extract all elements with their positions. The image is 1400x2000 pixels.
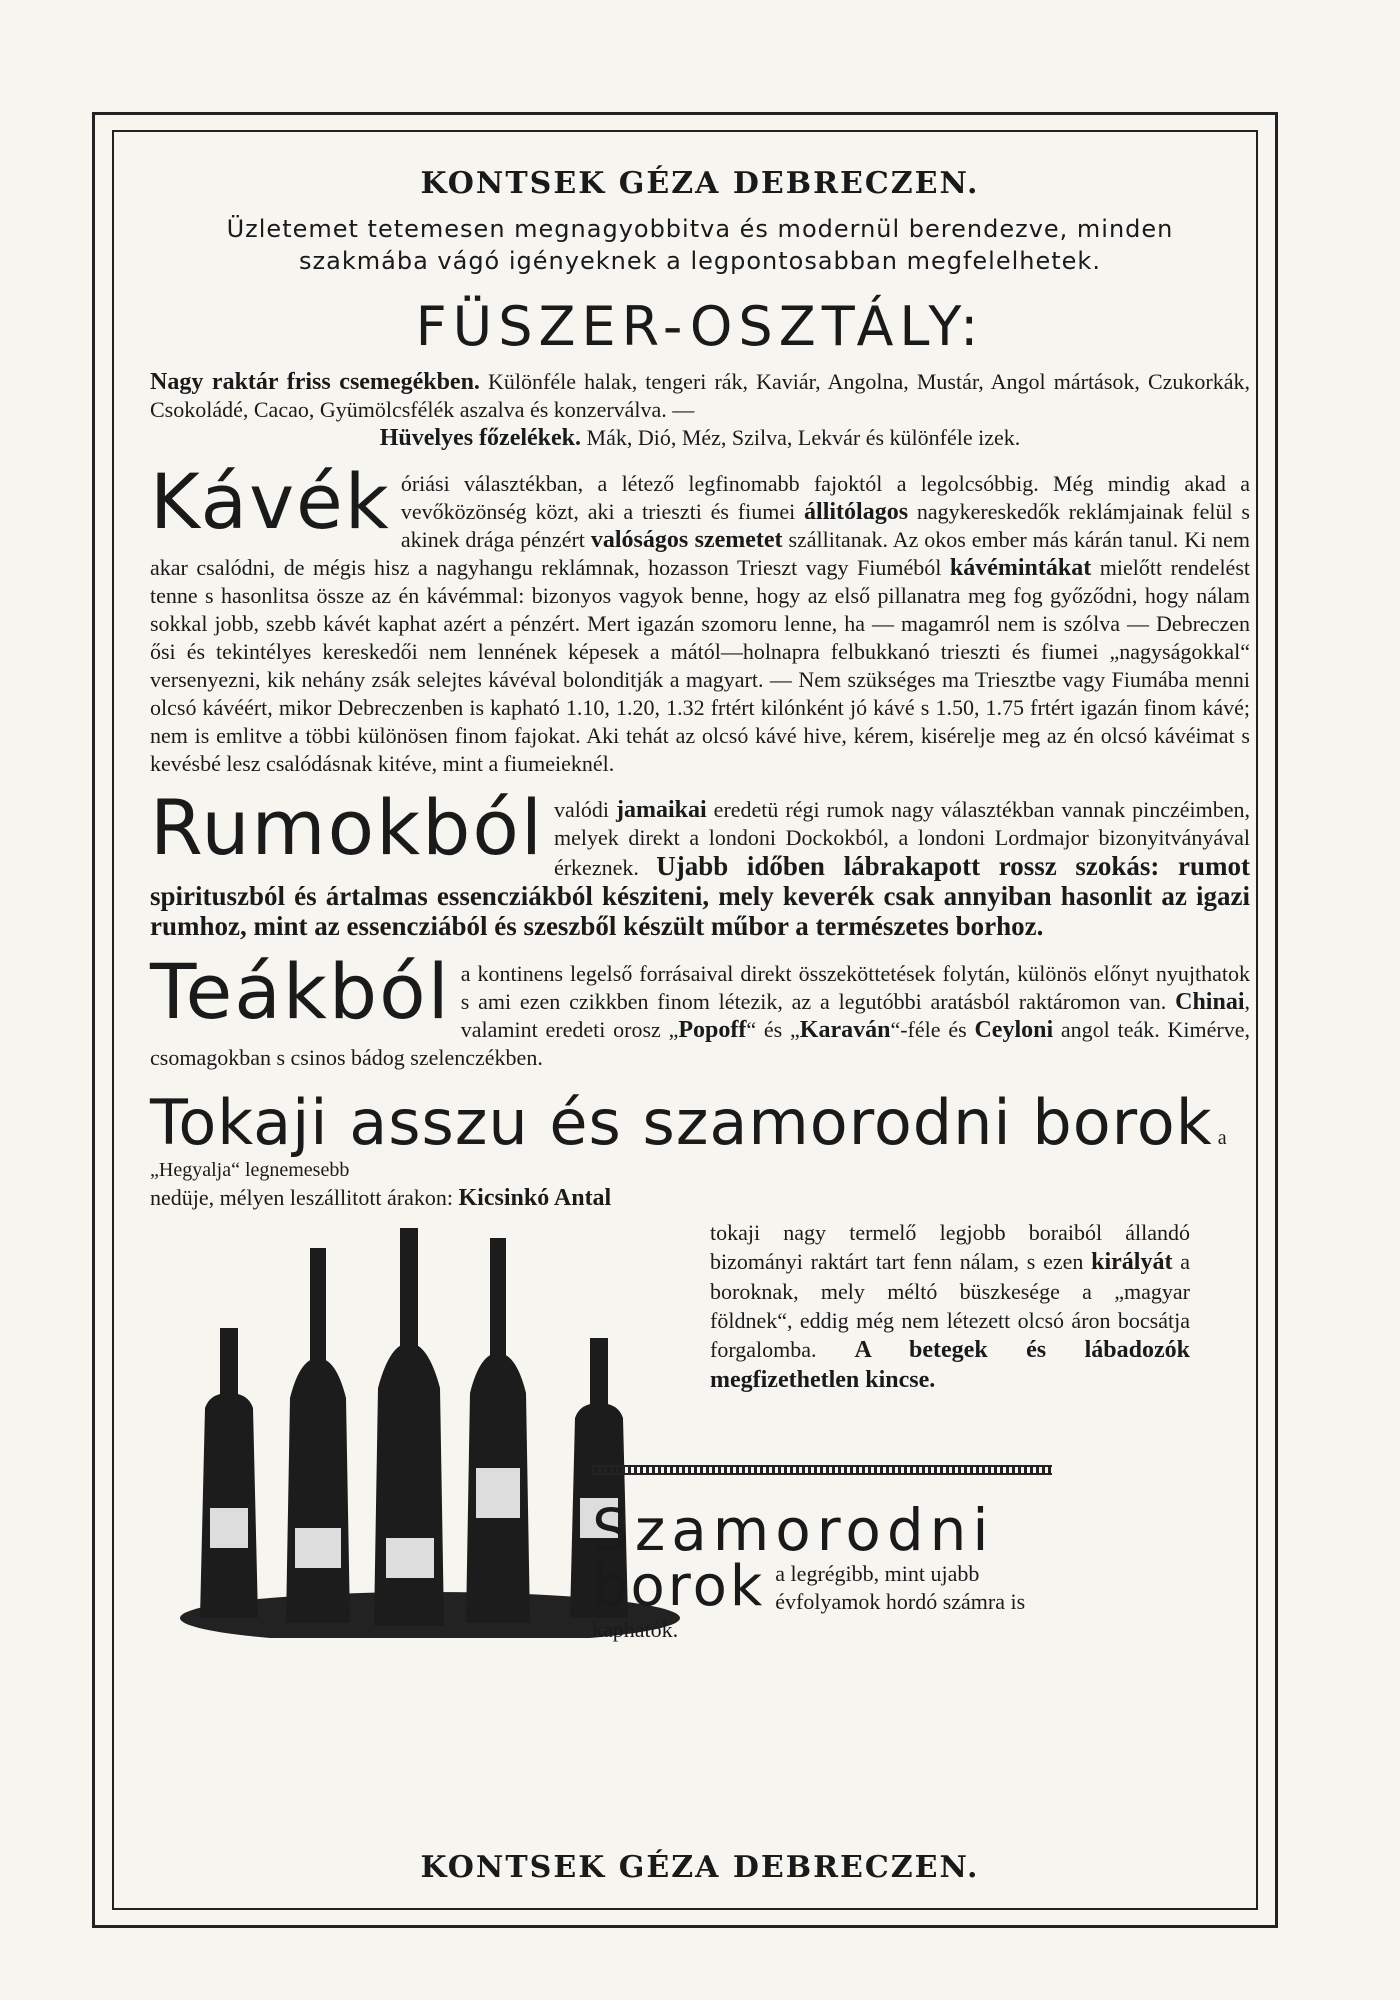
bottle-1	[200, 1328, 258, 1618]
teak-paragraph	[150, 947, 1250, 1072]
kavek-text-1: óriási választékban, a létező legfinomabb fajoktól a legolcsóbbig. Még mindig akad a vevőközönség közt, aki a trieszti és fiumei	[400, 471, 1250, 524]
tokaji-bold-2: királyát	[1091, 1249, 1173, 1275]
teak-text-2: , valamint eredeti orosz „	[460, 989, 1250, 1042]
bottle-4	[466, 1238, 530, 1623]
bottle-2	[286, 1248, 350, 1623]
rumok-dropcap: Rumokból	[150, 783, 544, 872]
szamorodni-text: a legrégibb, mint ujabb évfolyamok hordó számra is kaphatók.	[592, 1561, 1026, 1642]
teak-text-4: “-féle és	[890, 1017, 975, 1042]
tokaji-text-3: a boroknak, mely méltó büszkesége a „magyar földnek“, eddig még nem létezett olcsó áron bocsátja forgalomba.	[710, 1249, 1190, 1362]
bottle-3	[374, 1228, 444, 1626]
tokaji-text-2: tokaji nagy termelő legjobb boraiból állandó bizományi raktárt tart fenn nálam, s ezen	[710, 1220, 1190, 1274]
kavek-text-4: mielőtt rendelést tenne s hasonlitsa össze az én kávémmal: bizonyos vagyok benne, hogy az első pillanatra meg fog győződni, hogy nálam sokkal jobb, szebb kávét kaphat azért a pénzért. Mert igazán szomoru lenne, ha — magamról nem is szólva — Debreczen ősi és tekintélyes kereskedői nem lennének képesek a mától—holnapra felbukkanó trieszti és fiumei „nagyságokkal“ versenyezni, kik nehány zsák selejtes kávéval bolonditják a magyart. — Nem szükséges ma Triesztbe vagy Fiumába menni olcsó kávéért, mikor Debreczenben is kapható 1.10, 1.20, 1.32 frtért kilónként jó kávé s 1.50, 1.75 frtért igazán finom kávé; nem is emlitve a többi különösen finom fajokat. Aki tehát az olcsó kávé hive, kérem, kisérelje meg az én olcsó kávéimat s kevésbé lesz csalódásnak kitéve, mint a fiumeieknél.	[150, 555, 1250, 776]
kavek-bold-3: kávémintákat	[949, 555, 1092, 581]
rumok-bold-2: Ujabb időben lábrakapott rossz szokás: rumot spirituszból és ártalmas essencziákból késziteni, mely keverék csak annyiban hasonlit az igazi rumhoz, mint az essencziából és szeszből készült műbor a természetes borhoz.	[150, 851, 1250, 941]
teak-bold-4: Ceyloni	[974, 1017, 1054, 1043]
teak-bold-3: Karaván	[799, 1017, 891, 1043]
teak-bold-1: Chinai	[1175, 989, 1245, 1015]
fuszer-paragraph	[150, 368, 1250, 452]
kavek-dropcap: Kávék	[150, 457, 391, 546]
teak-text-5: angol teák. Kimérve, csomagokban s csinos bádog szelenczékben.	[150, 1017, 1250, 1070]
footer-title: KONTSEK GÉZA DEBRECZEN.	[420, 1850, 980, 1885]
intro-line-2: szakmába vágó igényeknek a legpontosabban megfelelhetek.	[299, 247, 1101, 275]
intro	[170, 213, 1230, 277]
szamorodni-heading: Szamorodni	[592, 1496, 995, 1564]
fuszer-text-2: Mák, Dió, Méz, Szilva, Lekvár és különféle izek.	[581, 425, 1021, 450]
kavek-paragraph	[150, 457, 1251, 778]
advertisement-content	[150, 150, 1250, 1638]
rumok-text-1: valódi	[553, 797, 616, 822]
tokaji-bold-3: A betegek és lábadozók megfizethetlen kincse.	[710, 1337, 1190, 1393]
kavek-bold-2: valóságos szemetet	[590, 527, 783, 553]
fuszer-text: Különféle halak, tengeri rák, Kaviár, Angolna, Mustár, Angol mártások, Czukorkák, Csokoládé, Cacao, Gyümölcsfélék aszalva és konzerválva. —	[150, 369, 1250, 422]
teak-dropcap: Teákból	[150, 947, 451, 1036]
decorative-rule	[592, 1465, 1052, 1475]
szamorodni-section	[592, 1496, 1052, 1644]
fuszer-lead-2: Hüvelyes főzelékek.	[379, 425, 582, 451]
szamorodni-word: borok	[592, 1554, 766, 1619]
kavek-text-3: szállitanak. Az okos ember más kárán tanul. Ki nem akar csalódni, de mégis hisz a nagyhangu reklámnak, hozasson Trieszt vagy Fiuméból	[150, 527, 1251, 580]
teak-text-3: “ és „	[746, 1017, 800, 1042]
kavek-bold-1: állitólagos	[804, 499, 909, 525]
tokaji-lead	[150, 1184, 1250, 1212]
tokaji-heading: Tokaji asszu és szamorodni borok	[150, 1086, 1213, 1159]
page-title: KONTSEK GÉZA DEBRECZEN.	[420, 166, 980, 201]
rumok-bold-1: jamaikai	[615, 797, 707, 823]
rumok-paragraph	[150, 783, 1250, 942]
teak-text-1: a kontinens legelső forrásaival direkt összeköttetések folytán, különös előnyt nyujthatok s ami ezen czikkben finom létezik, az a legutóbbi aratásból raktáromon van.	[460, 961, 1250, 1014]
kavek-text-2: nagykereskedők reklámjainak felül s akinek drága pénzért	[400, 499, 1250, 552]
rumok-text-2: eredetü régi rumok nagy választékban vannak pinczéimben, melyek direkt a londoni Dockokból, a londoni Lordmajor bizonyitványával érkeznek.	[553, 797, 1250, 880]
tokaji-description	[710, 1218, 1190, 1395]
teak-bold-2: Popoff	[678, 1017, 747, 1043]
fuszer-lead: Nagy raktár friss csemegékben.	[150, 369, 480, 395]
tokaji-bold-1: Kicsinkó Antal	[458, 1185, 612, 1211]
tokaji-side: a „Hegyalja“ legnemesebb	[150, 1127, 1227, 1181]
intro-line-1: Üzletemet tetemesen megnagyobbitva és modernül berendezve, minden	[226, 215, 1174, 243]
fuszer-heading: FÜSZER-OSZTÁLY:	[415, 295, 985, 358]
tokaji-text-1: nedüje, mélyen leszállitott árakon:	[150, 1185, 459, 1210]
